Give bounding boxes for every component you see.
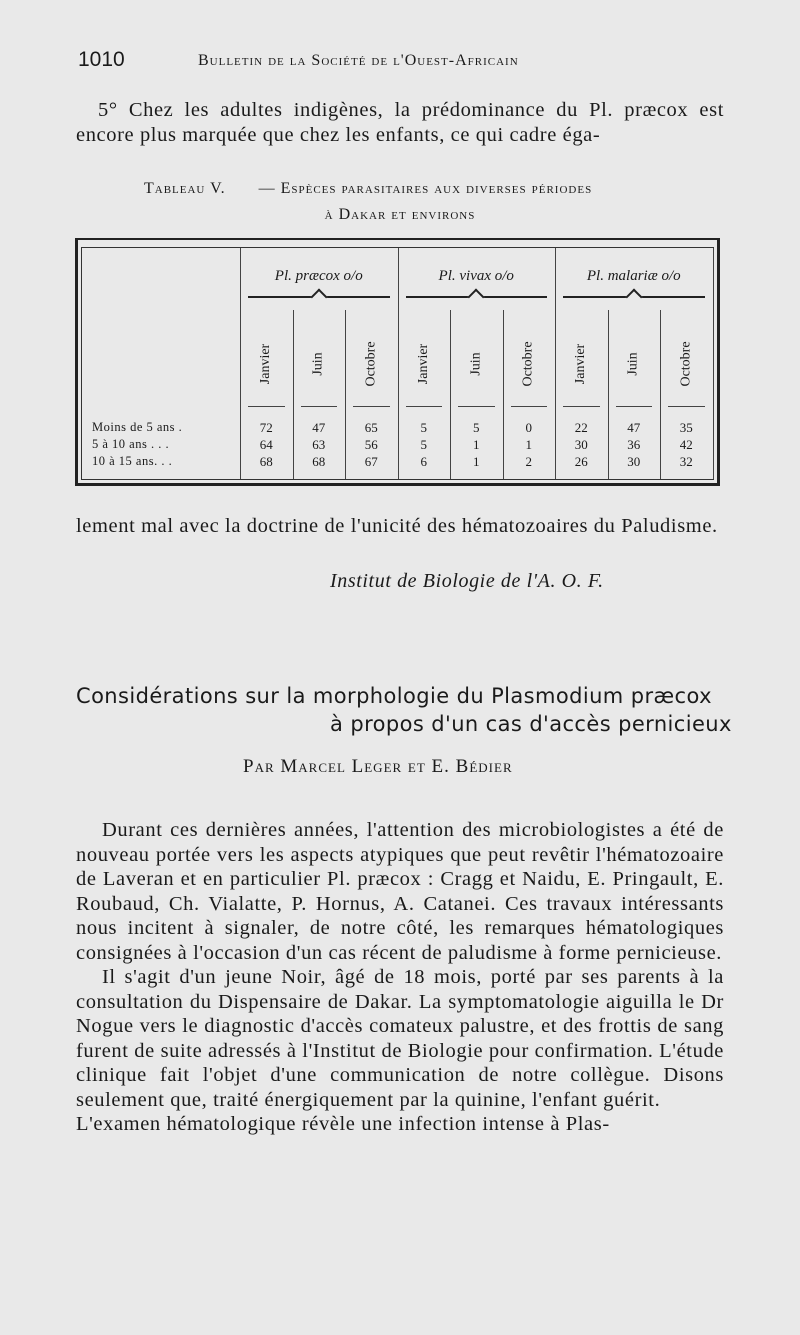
page-number: 1010 (78, 48, 125, 71)
month-label: Juin (310, 352, 326, 376)
paragraph-after-table: lement mal avec la doctrine de l'unicité des hématozoaires du Paludisme. (76, 515, 718, 537)
body-paragraph-2: Il s'agit d'un jeune Noir, âgé de 18 mois, porté par ses parents à la consultation du Dispensaire de Dakar. La symptomatologie aiguilla le Dr Nogue vers le diagnostic d'accès comateux palustre, et des frottis de sang furent de suite adressés à l'Institut de Biologie pour confirmation. L'étude clinique fait l'objet d'une communication de notre collègue. Disons seulement que, traité énergiquement par la quinine, l'enfant guérit. (76, 966, 724, 1111)
table-cell: 5 (473, 420, 480, 435)
table-cell: 0 (525, 420, 532, 435)
table-cell: 64 (259, 437, 273, 452)
table-label: Tableau V. (144, 180, 226, 197)
table-cell: 63 (312, 437, 326, 452)
table-cell: 5 (420, 437, 427, 452)
month-label: Janvier (415, 343, 431, 385)
table-cell: 2 (525, 454, 532, 469)
header-rule (616, 406, 653, 407)
table-cell: 65 (364, 420, 378, 435)
table-cell: 42 (679, 437, 693, 452)
table-cell: 26 (574, 454, 588, 469)
article-authors: Par Marcel Leger et E. Bédier (243, 756, 513, 777)
month-label: Octobre (520, 341, 536, 387)
row-label: Moins de 5 ans . (92, 420, 183, 434)
month-label: Octobre (678, 341, 694, 387)
table-cell: 1 (525, 437, 532, 452)
table-cell: 30 (627, 454, 641, 469)
table-cell: 36 (627, 437, 641, 452)
group-header: Pl. vivax o/o (438, 268, 514, 284)
month-label: Octobre (363, 341, 379, 387)
running-header (78, 48, 718, 78)
table-cell: 22 (574, 420, 588, 435)
signature: Institut de Biologie de l'A. O. F. (330, 570, 604, 592)
table-cell: 47 (627, 420, 641, 435)
table-cell: 30 (574, 437, 588, 452)
header-rule (353, 406, 390, 407)
month-header (503, 326, 556, 402)
month-header (398, 326, 451, 402)
month-label: Janvier (258, 343, 274, 385)
row-label: 5 à 10 ans . . . (92, 437, 170, 451)
header-rule (458, 406, 495, 407)
month-header (240, 326, 293, 402)
table-cell: 68 (312, 454, 326, 469)
table-cell: 6 (420, 454, 427, 469)
group-header: Pl. malariæ o/o (586, 268, 681, 284)
article-title-line1: Considérations sur la morphologie du Plasmodium præcox (76, 684, 712, 708)
table-cell: 68 (259, 454, 273, 469)
month-header (555, 326, 608, 402)
table-cell: 1 (473, 454, 480, 469)
month-label: Juin (625, 352, 641, 376)
month-header (450, 326, 503, 402)
body-paragraph-3: L'examen hématologique révèle une infection intense à Plas- (76, 1113, 610, 1135)
month-header (608, 326, 661, 402)
running-title: Bulletin de la Société de l'Ouest-Africain (198, 52, 519, 69)
month-label: Juin (468, 352, 484, 376)
data-table (75, 238, 720, 486)
month-header (293, 326, 346, 402)
header-rule (248, 406, 285, 407)
month-header (660, 326, 713, 402)
article-title-line2: à propos d'un cas d'accès pernicieux (330, 712, 732, 736)
body-paragraph-1: Durant ces dernières années, l'attention des microbiologistes a été de nouveau portée vers les aspects atypiques que peut revêtir l'hématozoaire de Laveran et en particulier Pl. præcox : Cragg et Naidu, E. Pringault, E. Roubaud, Ch. Vialatte, P. Hornus, A. Catanei. Ces travaux intéressants nous incitent à signaler, de notre côté, les remarques hématologiques consignées à l'occasion d'un cas récent de paludisme à forme pernicieuse. (76, 819, 724, 964)
header-rule (301, 406, 338, 407)
header-rule (668, 406, 705, 407)
header-rule (511, 406, 548, 407)
table-cell: 47 (312, 420, 326, 435)
header-rule (406, 406, 443, 407)
intro-paragraph: 5° Chez les adultes indigènes, la prédominance du Pl. præcox est encore plus marquée que chez les enfants, ce qui cadre éga- (76, 99, 724, 146)
table-cell: 72 (259, 420, 273, 435)
month-header (345, 326, 398, 402)
column-rule (713, 248, 714, 479)
table-cell: 67 (364, 454, 378, 469)
table-cell: 56 (364, 437, 378, 452)
row-label: 10 à 15 ans. . . (92, 454, 173, 468)
table-cell: 1 (473, 437, 480, 452)
group-brace (563, 296, 705, 308)
table-cell: 32 (679, 454, 693, 469)
group-header: Pl. præcox o/o (274, 268, 363, 284)
table-caption-line2: à Dakar et environs (324, 206, 476, 223)
group-brace (406, 296, 548, 308)
group-brace (248, 296, 390, 308)
table-caption-line1: — Espèces parasitaires aux diverses périodes (258, 180, 593, 197)
table-cell: 5 (420, 420, 427, 435)
header-rule (563, 406, 600, 407)
table-inner-frame (81, 247, 714, 480)
article-body (76, 818, 724, 1137)
table-caption (76, 176, 724, 228)
month-label: Janvier (573, 343, 589, 385)
table-cell: 35 (679, 420, 693, 435)
